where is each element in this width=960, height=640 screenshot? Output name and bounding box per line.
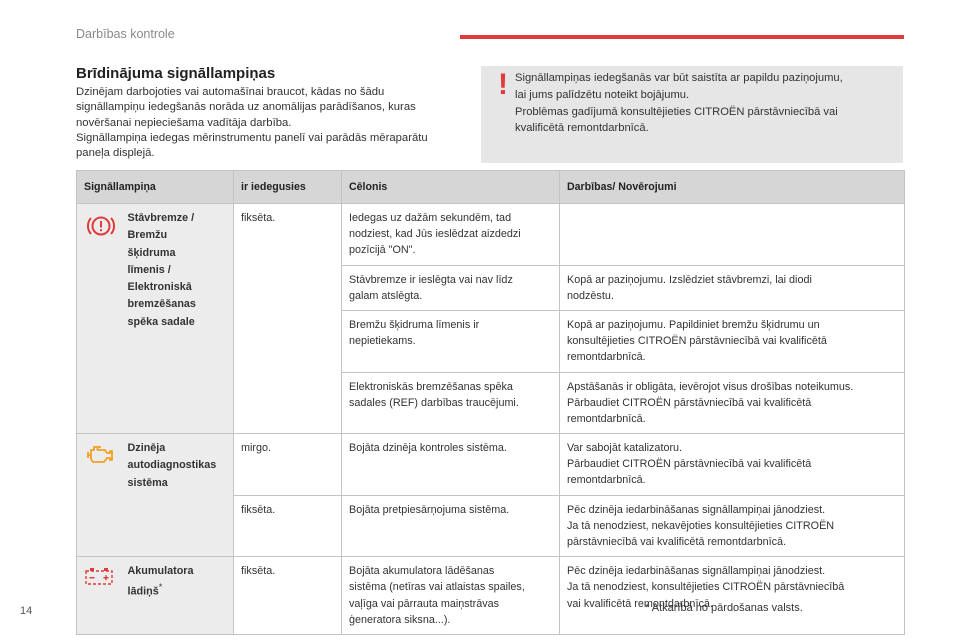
cause-cell [342,265,560,310]
cause-line: sadales (REF) darbības traucējumi. [349,396,519,409]
action-line: Kopā ar paziņojumu. Izslēdziet stāvbremzi, lai diodi [567,273,812,286]
lamp-state: fiksēta. [234,557,342,635]
action-line: Apstāšanās ir obligāta, ievērojot visus drošības noteikumus. [567,380,854,393]
header-accent-bar [460,35,904,39]
action-line: Pēc dzinēja iedarbināšanas signāllampiņai jānodziest. [567,503,826,516]
table-row [77,557,905,635]
action-line: remontdarbnīcā. [567,351,646,364]
warning-note-box [481,66,903,163]
lamp-name-line: Elektroniskā [127,281,192,294]
table-row [77,434,905,496]
lamp-name-line: Dzinēja [127,442,166,455]
warning-lamps-table [76,170,905,635]
intro-line: Dzinējam darbojoties vai automašīnai braucot, kādas no šādu [76,86,385,98]
action-cell [560,495,905,557]
lamp-name-line: sistēma [127,476,168,489]
cause-line: Bojāta dzinēja kontroles sistēma. [349,442,507,455]
lamp-name-line: līmenis / [127,263,171,276]
cause-cell [342,495,560,557]
lamp-name-line: šķidruma [127,246,176,259]
intro-paragraph [76,85,461,162]
intro-line: signāllampiņu iedegšanās norāda uz anomālijas parādīšanos, kuras [76,101,416,114]
lamp-name-line: spēka sadale [127,315,195,328]
lamp-name-line: Stāvbremze / [127,212,195,224]
footnote-marker: * [158,582,163,593]
lamp-name-line: autodiagnostikas [127,459,217,472]
lamp-name-line: bremzēšanas [127,298,196,311]
column-header: Signāllampiņa [77,171,234,204]
action-line: Pārbaudiet CITROËN pārstāvniecībā vai kvalificētā [567,458,812,471]
exclamation-icon: ! [498,68,508,101]
lamp-state: fiksēta. [234,204,342,434]
note-line: lai jums palīdzētu noteikt bojājumu. [515,88,690,101]
column-header: Darbības/ Novērojumi [560,171,905,204]
cause-cell [342,310,560,372]
cause-cell [342,557,560,635]
cause-line: Bojāta pretpiesārņojuma sistēma. [349,503,510,516]
action-line: Pēc dzinēja iedarbināšanas signāllampiņai jānodziest. [567,565,826,578]
lamp-icon-cell [77,557,121,635]
table-header-row [77,171,905,204]
lamp-name [121,557,234,635]
lamp-state: mirgo. [234,434,342,496]
lamp-name [121,204,234,434]
action-line: Kopā ar paziņojumu. Papildiniet bremžu šķidrumu un [567,318,820,331]
note-line: Problēmas gadījumā konsultējieties CITROËN pārstāvniecībā vai [515,105,838,118]
table-row [77,204,905,266]
cause-line: nepietiekams. [349,335,416,348]
action-cell [560,372,905,434]
cause-line: Bojāta akumulatora lādēšanas [349,565,495,578]
cause-line: ģeneratora siksna...). [349,613,451,626]
lamp-state: fiksēta. [234,495,342,557]
intro-line: Signāllampiņa iedegas mērinstrumentu panelī vai parādās mēraparātu [76,132,428,145]
cause-cell [342,372,560,434]
running-header: Darbības kontrole [76,27,175,41]
note-line: Signāllampiņas iedegšanās var būt saistīta ar papildu paziņojumu, [515,72,843,84]
lamp-name-text: lādiņš [127,586,159,599]
cause-line: Iedegas uz dažām sekundēm, tad [349,212,512,224]
intro-line: paneļa displejā. [76,147,155,160]
cause-line: nodziest, kad Jūs ieslēdzat aizdedzi [349,228,521,241]
action-cell [560,434,905,496]
cause-line: sistēma (netīras vai atlaistas spailes, [349,581,525,594]
column-header: ir iedegusies [234,171,342,204]
action-cell [560,265,905,310]
action-line: konsultējieties CITROËN pārstāvniecībā vai kvalificētā [567,335,827,348]
action-cell [560,310,905,372]
cause-line: vaļīga vai pārrauta maiņstrāvas [349,597,500,610]
action-line: remontdarbnīcā. [567,474,646,487]
lamp-name-line [128,580,227,601]
lamp-icon-cell [77,204,121,434]
action-line: vai kvalificētā remontdarbnīcā. [567,597,713,610]
cause-cell [342,204,560,266]
lamp-name-line: Bremžu [127,229,168,242]
engine-check-icon [84,443,114,465]
page-number: 14 [20,605,33,617]
lamp-name-line: Akumulatora [127,565,194,578]
note-line: kvalificētā remontdarbnīcā. [515,122,649,135]
battery-icon [84,566,114,586]
brake-warning-icon [84,213,118,239]
cause-line: pozīcijā "ON". [349,244,416,257]
cause-line: Stāvbremze ir ieslēgta vai nav līdz [349,273,513,286]
action-line: pārstāvniecībā vai kvalificētā remontdarbnīcā. [567,536,787,548]
cause-cell [342,434,560,496]
action-line: Pārbaudiet CITROËN pārstāvniecībā vai kvalificētā [567,396,812,409]
action-line: remontdarbnīcā. [567,412,646,425]
footnote: * Atkarībā no pārdošanas valsts. [645,602,803,614]
lamp-name [121,434,234,557]
action-cell [560,557,905,635]
action-line: Var sabojāt katalizatoru. [567,442,683,455]
cause-line: galam atslēgta. [349,289,423,302]
lamp-icon-cell [77,434,121,557]
note-text [515,70,895,137]
action-line: Ja tā nenodziest, nekavējoties konsultējieties CITROËN [567,519,835,532]
cause-line: Elektroniskās bremzēšanas spēka [349,380,513,393]
cause-line: Bremžu šķidruma līmenis ir [349,318,480,331]
action-line: nodzēstu. [567,289,614,302]
action-line: Ja tā nenodziest, konsultējieties CITROËN pārstāvniecībā [567,581,845,594]
column-header: Cēlonis [342,171,560,204]
section-title: Brīdinājuma signāllampiņas [76,65,276,82]
action-cell [560,204,905,266]
intro-line: novēršanai nepieciešama vadītāja darbība. [76,116,292,129]
